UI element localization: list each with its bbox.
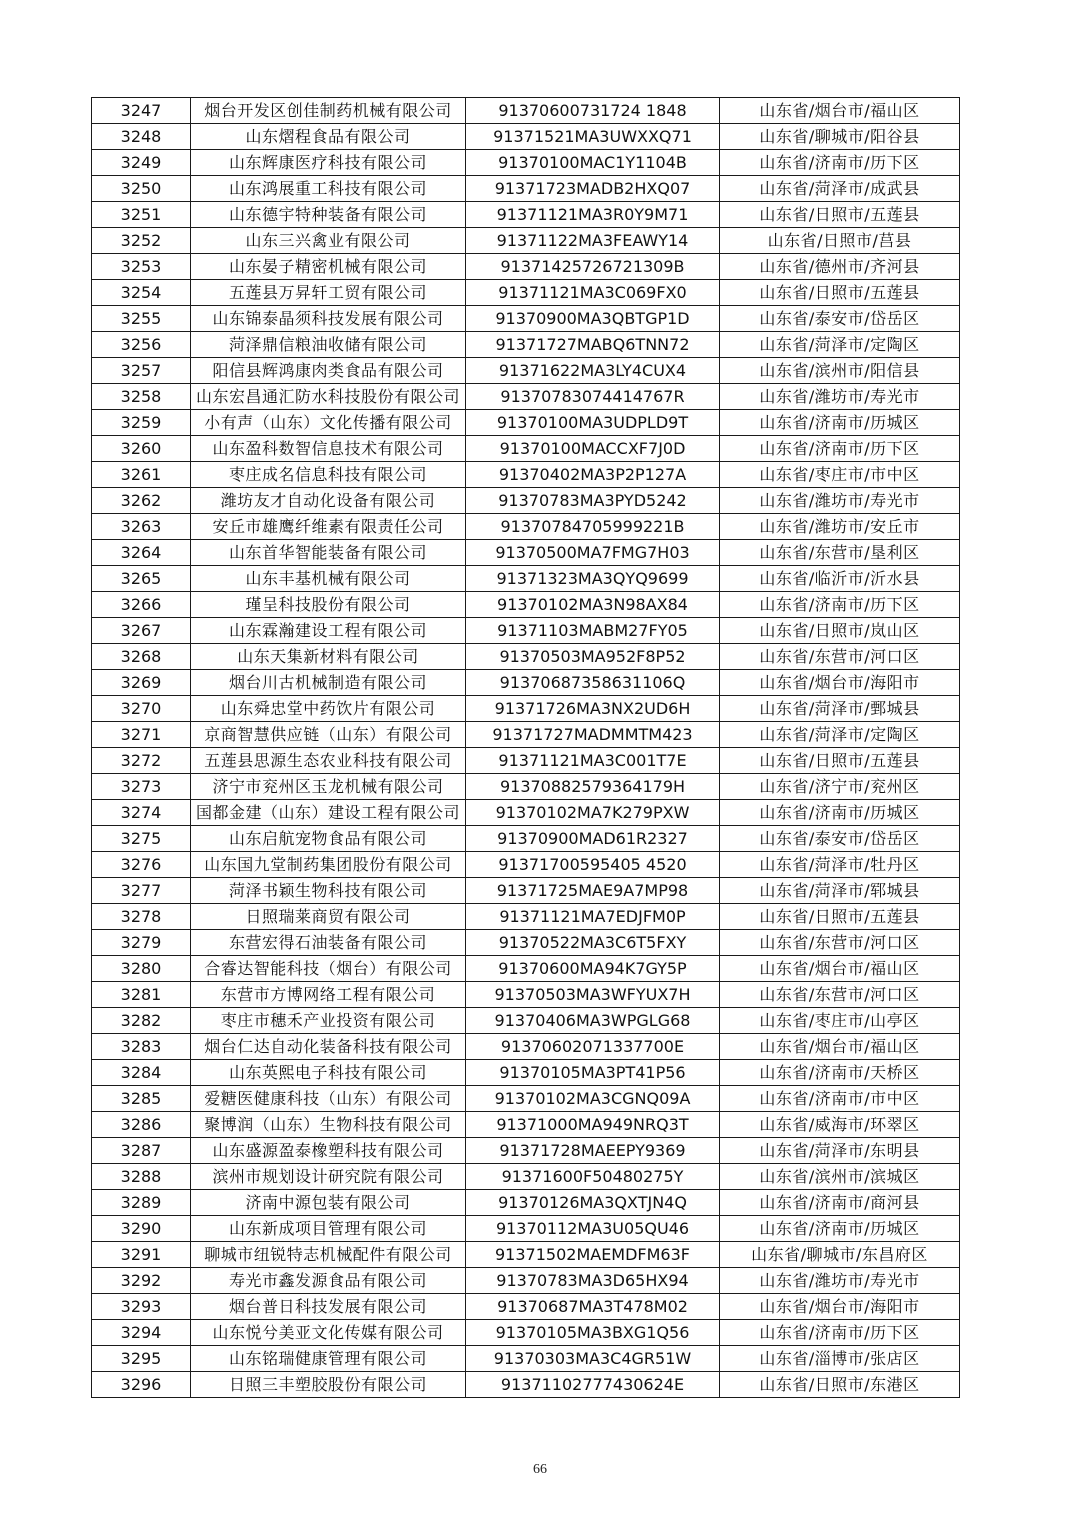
location-cell: 山东省/日照市/莒县 <box>720 228 960 254</box>
credit-code-cell: 91370784705999221B <box>466 514 720 540</box>
page-number: 66 <box>533 1462 547 1477</box>
company-name-cell: 烟台普日科技发展有限公司 <box>191 1294 466 1320</box>
row-number-cell: 3262 <box>92 488 191 514</box>
location-cell: 山东省/潍坊市/安丘市 <box>720 514 960 540</box>
location-cell: 山东省/泰安市/岱岳区 <box>720 306 960 332</box>
company-name-cell: 安丘市雄鹰纤维素有限责任公司 <box>191 514 466 540</box>
credit-code-cell: 91371102777430624E <box>466 1372 720 1398</box>
table-row <box>92 306 960 332</box>
credit-code-cell: 91371425726721309B <box>466 254 720 280</box>
table-row <box>92 800 960 826</box>
credit-code-cell: 91370100MAC1Y1104B <box>466 150 720 176</box>
company-name-cell: 山东英熙电子科技有限公司 <box>191 1060 466 1086</box>
row-number-cell: 3289 <box>92 1190 191 1216</box>
credit-code-cell: 91370303MA3C4GR51W <box>466 1346 720 1372</box>
table-row <box>92 696 960 722</box>
row-number-cell: 3282 <box>92 1008 191 1034</box>
location-cell: 山东省/滨州市/阳信县 <box>720 358 960 384</box>
company-name-cell: 山东三兴禽业有限公司 <box>191 228 466 254</box>
location-cell: 山东省/烟台市/福山区 <box>720 98 960 124</box>
credit-code-cell: 91371622MA3LY4CUX4 <box>466 358 720 384</box>
table-row <box>92 1190 960 1216</box>
company-name-cell: 山东新成项目管理有限公司 <box>191 1216 466 1242</box>
row-number-cell: 3284 <box>92 1060 191 1086</box>
company-name-cell: 山东熠程食品有限公司 <box>191 124 466 150</box>
company-name-cell: 烟台仁达自动化装备科技有限公司 <box>191 1034 466 1060</box>
company-name-cell: 合睿达智能科技（烟台）有限公司 <box>191 956 466 982</box>
location-cell: 山东省/东营市/河口区 <box>720 982 960 1008</box>
credit-code-cell: 91370102MA7K279PXW <box>466 800 720 826</box>
table-row <box>92 1086 960 1112</box>
row-number-cell: 3293 <box>92 1294 191 1320</box>
company-name-cell: 聚博润（山东）生物科技有限公司 <box>191 1112 466 1138</box>
row-number-cell: 3247 <box>92 98 191 124</box>
row-number-cell: 3269 <box>92 670 191 696</box>
location-cell: 山东省/济南市/历城区 <box>720 1216 960 1242</box>
table-row <box>92 566 960 592</box>
table-row <box>92 254 960 280</box>
credit-code-cell: 91370503MA952F8P52 <box>466 644 720 670</box>
location-cell: 山东省/枣庄市/市中区 <box>720 462 960 488</box>
row-number-cell: 3273 <box>92 774 191 800</box>
credit-code-cell: 91370600MA94K7GY5P <box>466 956 720 982</box>
credit-code-cell: 91371725MAE9A7MP98 <box>466 878 720 904</box>
company-name-cell: 山东天集新材料有限公司 <box>191 644 466 670</box>
credit-code-cell: 91370900MA3QBTGP1D <box>466 306 720 332</box>
credit-code-cell: 91370783074414767R <box>466 384 720 410</box>
table-row <box>92 98 960 124</box>
location-cell: 山东省/烟台市/海阳市 <box>720 670 960 696</box>
credit-code-cell: 91370522MA3C6T5FXY <box>466 930 720 956</box>
company-name-cell: 阳信县辉鸿康肉类食品有限公司 <box>191 358 466 384</box>
company-name-cell: 滨州市规划设计研究院有限公司 <box>191 1164 466 1190</box>
credit-code-cell: 91370406MA3WPGLG68 <box>466 1008 720 1034</box>
location-cell: 山东省/潍坊市/寿光市 <box>720 1268 960 1294</box>
row-number-cell: 3254 <box>92 280 191 306</box>
table-row <box>92 514 960 540</box>
company-name-cell: 枣庄成名信息科技有限公司 <box>191 462 466 488</box>
company-name-cell: 山东霖瀚建设工程有限公司 <box>191 618 466 644</box>
credit-code-cell: 91371727MABQ6TNN72 <box>466 332 720 358</box>
company-name-cell: 山东丰基机械有限公司 <box>191 566 466 592</box>
location-cell: 山东省/威海市/环翠区 <box>720 1112 960 1138</box>
location-cell: 山东省/菏泽市/定陶区 <box>720 722 960 748</box>
location-cell: 山东省/淄博市/张店区 <box>720 1346 960 1372</box>
location-cell: 山东省/济南市/历下区 <box>720 1320 960 1346</box>
company-name-cell: 瑾呈科技股份有限公司 <box>191 592 466 618</box>
row-number-cell: 3264 <box>92 540 191 566</box>
credit-code-cell: 91370105MA3PT41P56 <box>466 1060 720 1086</box>
company-name-cell: 东营市方博网络工程有限公司 <box>191 982 466 1008</box>
row-number-cell: 3252 <box>92 228 191 254</box>
row-number-cell: 3281 <box>92 982 191 1008</box>
location-cell: 山东省/日照市/五莲县 <box>720 904 960 930</box>
credit-code-cell: 91370503MA3WFYUX7H <box>466 982 720 1008</box>
table-body <box>92 98 960 1398</box>
table-row <box>92 462 960 488</box>
location-cell: 山东省/聊城市/阳谷县 <box>720 124 960 150</box>
company-name-cell: 爱糖医健康科技（山东）有限公司 <box>191 1086 466 1112</box>
credit-code-cell: 91370687358631106Q <box>466 670 720 696</box>
row-number-cell: 3249 <box>92 150 191 176</box>
row-number-cell: 3258 <box>92 384 191 410</box>
credit-code-cell: 91370102MA3N98AX84 <box>466 592 720 618</box>
credit-code-cell: 91370602071337700E <box>466 1034 720 1060</box>
company-name-cell: 五莲县思源生态农业科技有限公司 <box>191 748 466 774</box>
company-name-cell: 烟台川古机械制造有限公司 <box>191 670 466 696</box>
company-name-cell: 山东铭瑞健康管理有限公司 <box>191 1346 466 1372</box>
row-number-cell: 3263 <box>92 514 191 540</box>
credit-code-cell: 91370882579364179H <box>466 774 720 800</box>
table-row <box>92 644 960 670</box>
credit-code-cell: 91370783MA3D65HX94 <box>466 1268 720 1294</box>
credit-code-cell: 91371121MA3C001T7E <box>466 748 720 774</box>
row-number-cell: 3274 <box>92 800 191 826</box>
credit-code-cell: 91370402MA3P2P127A <box>466 462 720 488</box>
table-row <box>92 488 960 514</box>
company-name-cell: 五莲县万昇轩工贸有限公司 <box>191 280 466 306</box>
row-number-cell: 3277 <box>92 878 191 904</box>
table-row <box>92 124 960 150</box>
company-name-cell: 山东锦泰晶须科技发展有限公司 <box>191 306 466 332</box>
location-cell: 山东省/济南市/历下区 <box>720 436 960 462</box>
row-number-cell: 3275 <box>92 826 191 852</box>
credit-code-cell: 91371726MA3NX2UD6H <box>466 696 720 722</box>
row-number-cell: 3265 <box>92 566 191 592</box>
table-row <box>92 1216 960 1242</box>
table-row <box>92 982 960 1008</box>
credit-code-cell: 91370600731724 1848 <box>466 98 720 124</box>
location-cell: 山东省/烟台市/福山区 <box>720 1034 960 1060</box>
row-number-cell: 3283 <box>92 1034 191 1060</box>
table-row <box>92 280 960 306</box>
credit-code-cell: 91370100MACCXF7J0D <box>466 436 720 462</box>
location-cell: 山东省/潍坊市/寿光市 <box>720 384 960 410</box>
credit-code-cell: 91371727MADMMTM423 <box>466 722 720 748</box>
credit-code-cell: 91370126MA3QXTJN4Q <box>466 1190 720 1216</box>
location-cell: 山东省/济南市/历下区 <box>720 592 960 618</box>
company-name-cell: 潍坊友才自动化设备有限公司 <box>191 488 466 514</box>
location-cell: 山东省/菏泽市/成武县 <box>720 176 960 202</box>
row-number-cell: 3256 <box>92 332 191 358</box>
row-number-cell: 3272 <box>92 748 191 774</box>
location-cell: 山东省/临沂市/沂水县 <box>720 566 960 592</box>
credit-code-cell: 91370687MA3T478M02 <box>466 1294 720 1320</box>
company-name-cell: 山东舜忠堂中药饮片有限公司 <box>191 696 466 722</box>
location-cell: 山东省/东营市/河口区 <box>720 930 960 956</box>
credit-code-cell: 91370102MA3CGNQ09A <box>466 1086 720 1112</box>
location-cell: 山东省/菏泽市/牡丹区 <box>720 852 960 878</box>
company-name-cell: 国都金建（山东）建设工程有限公司 <box>191 800 466 826</box>
company-name-cell: 菏泽鼎信粮油收储有限公司 <box>191 332 466 358</box>
table-row <box>92 774 960 800</box>
row-number-cell: 3296 <box>92 1372 191 1398</box>
location-cell: 山东省/泰安市/岱岳区 <box>720 826 960 852</box>
company-name-cell: 山东德宇特种装备有限公司 <box>191 202 466 228</box>
row-number-cell: 3271 <box>92 722 191 748</box>
credit-code-cell: 91371121MA3C069FX0 <box>466 280 720 306</box>
table-row <box>92 878 960 904</box>
credit-code-cell: 91371728MAEEPY9369 <box>466 1138 720 1164</box>
row-number-cell: 3291 <box>92 1242 191 1268</box>
table-row <box>92 930 960 956</box>
location-cell: 山东省/潍坊市/寿光市 <box>720 488 960 514</box>
table-row <box>92 384 960 410</box>
location-cell: 山东省/日照市/五莲县 <box>720 280 960 306</box>
credit-code-cell: 91371723MADB2HXQ07 <box>466 176 720 202</box>
company-name-cell: 小有声（山东）文化传播有限公司 <box>191 410 466 436</box>
table-row <box>92 1346 960 1372</box>
credit-code-cell: 91371521MA3UWXXQ71 <box>466 124 720 150</box>
location-cell: 山东省/日照市/五莲县 <box>720 748 960 774</box>
credit-code-cell: 91370112MA3U05QU46 <box>466 1216 720 1242</box>
location-cell: 山东省/济南市/商河县 <box>720 1190 960 1216</box>
row-number-cell: 3276 <box>92 852 191 878</box>
location-cell: 山东省/济南市/历城区 <box>720 410 960 436</box>
company-name-cell: 山东悦兮美亚文化传媒有限公司 <box>191 1320 466 1346</box>
company-name-cell: 山东启航宠物食品有限公司 <box>191 826 466 852</box>
table-row <box>92 1268 960 1294</box>
row-number-cell: 3290 <box>92 1216 191 1242</box>
table-row <box>92 748 960 774</box>
company-name-cell: 东营宏得石油装备有限公司 <box>191 930 466 956</box>
credit-code-cell: 91370783MA3PYD5242 <box>466 488 720 514</box>
location-cell: 山东省/日照市/岚山区 <box>720 618 960 644</box>
credit-code-cell: 91371121MA7EDJFM0P <box>466 904 720 930</box>
table-row <box>92 904 960 930</box>
location-cell: 山东省/日照市/东港区 <box>720 1372 960 1398</box>
company-name-cell: 山东宏昌通汇防水科技股份有限公司 <box>191 384 466 410</box>
table-row <box>92 1138 960 1164</box>
credit-code-cell: 91371700595405 4520 <box>466 852 720 878</box>
row-number-cell: 3279 <box>92 930 191 956</box>
table-row <box>92 436 960 462</box>
table-row <box>92 1294 960 1320</box>
location-cell: 山东省/烟台市/福山区 <box>720 956 960 982</box>
location-cell: 山东省/枣庄市/山亭区 <box>720 1008 960 1034</box>
table-row <box>92 592 960 618</box>
company-name-cell: 济南中源包装有限公司 <box>191 1190 466 1216</box>
company-name-cell: 济宁市兖州区玉龙机械有限公司 <box>191 774 466 800</box>
location-cell: 山东省/日照市/五莲县 <box>720 202 960 228</box>
table-row <box>92 1372 960 1398</box>
company-name-cell: 聊城市纽锐特志机械配件有限公司 <box>191 1242 466 1268</box>
row-number-cell: 3288 <box>92 1164 191 1190</box>
credit-code-cell: 91371121MA3R0Y9M71 <box>466 202 720 228</box>
table-row <box>92 1008 960 1034</box>
table-row <box>92 332 960 358</box>
row-number-cell: 3278 <box>92 904 191 930</box>
row-number-cell: 3255 <box>92 306 191 332</box>
table-row <box>92 956 960 982</box>
credit-code-cell: 91371000MA949NRQ3T <box>466 1112 720 1138</box>
credit-code-cell: 91370900MAD61R2327 <box>466 826 720 852</box>
location-cell: 山东省/滨州市/滨城区 <box>720 1164 960 1190</box>
table-row <box>92 1112 960 1138</box>
credit-code-cell: 91371502MAEMDFM63F <box>466 1242 720 1268</box>
row-number-cell: 3260 <box>92 436 191 462</box>
table-row <box>92 202 960 228</box>
location-cell: 山东省/菏泽市/郓城县 <box>720 878 960 904</box>
table-row <box>92 826 960 852</box>
company-name-cell: 山东国九堂制药集团股份有限公司 <box>191 852 466 878</box>
row-number-cell: 3287 <box>92 1138 191 1164</box>
row-number-cell: 3259 <box>92 410 191 436</box>
row-number-cell: 3267 <box>92 618 191 644</box>
company-name-cell: 菏泽书颖生物科技有限公司 <box>191 878 466 904</box>
location-cell: 山东省/济南市/历下区 <box>720 150 960 176</box>
row-number-cell: 3286 <box>92 1112 191 1138</box>
row-number-cell: 3250 <box>92 176 191 202</box>
company-name-cell: 山东晏子精密机械有限公司 <box>191 254 466 280</box>
credit-code-cell: 91370500MA7FMG7H03 <box>466 540 720 566</box>
credit-code-cell: 91371103MABM27FY05 <box>466 618 720 644</box>
row-number-cell: 3292 <box>92 1268 191 1294</box>
row-number-cell: 3270 <box>92 696 191 722</box>
company-name-cell: 日照瑞莱商贸有限公司 <box>191 904 466 930</box>
location-cell: 山东省/东营市/垦利区 <box>720 540 960 566</box>
credit-code-cell: 91371600F50480275Y <box>466 1164 720 1190</box>
table-row <box>92 670 960 696</box>
location-cell: 山东省/济南市/市中区 <box>720 1086 960 1112</box>
row-number-cell: 3295 <box>92 1346 191 1372</box>
table-row <box>92 358 960 384</box>
company-name-cell: 山东盛源盈泰橡塑科技有限公司 <box>191 1138 466 1164</box>
row-number-cell: 3280 <box>92 956 191 982</box>
location-cell: 山东省/菏泽市/定陶区 <box>720 332 960 358</box>
table-row <box>92 176 960 202</box>
location-cell: 山东省/菏泽市/鄄城县 <box>720 696 960 722</box>
location-cell: 山东省/聊城市/东昌府区 <box>720 1242 960 1268</box>
credit-code-cell: 91371323MA3QYQ9699 <box>466 566 720 592</box>
table-row <box>92 540 960 566</box>
location-cell: 山东省/烟台市/海阳市 <box>720 1294 960 1320</box>
table-row <box>92 1060 960 1086</box>
company-name-cell: 山东盈科数智信息技术有限公司 <box>191 436 466 462</box>
table-row <box>92 228 960 254</box>
table-row <box>92 1034 960 1060</box>
row-number-cell: 3251 <box>92 202 191 228</box>
location-cell: 山东省/济宁市/兖州区 <box>720 774 960 800</box>
row-number-cell: 3268 <box>92 644 191 670</box>
credit-code-cell: 91370100MA3UDPLD9T <box>466 410 720 436</box>
table-row <box>92 1320 960 1346</box>
company-name-cell: 寿光市鑫发源食品有限公司 <box>191 1268 466 1294</box>
location-cell: 山东省/济南市/天桥区 <box>720 1060 960 1086</box>
table-row <box>92 1164 960 1190</box>
table-row <box>92 410 960 436</box>
row-number-cell: 3253 <box>92 254 191 280</box>
table-row <box>92 618 960 644</box>
table-row <box>92 1242 960 1268</box>
credit-code-cell: 91371122MA3FEAWY14 <box>466 228 720 254</box>
table-row <box>92 150 960 176</box>
company-name-cell: 日照三丰塑胶股份有限公司 <box>191 1372 466 1398</box>
location-cell: 山东省/菏泽市/东明县 <box>720 1138 960 1164</box>
company-registry-table <box>91 97 960 1398</box>
row-number-cell: 3261 <box>92 462 191 488</box>
row-number-cell: 3285 <box>92 1086 191 1112</box>
company-name-cell: 京商智慧供应链（山东）有限公司 <box>191 722 466 748</box>
company-name-cell: 山东鸿展重工科技有限公司 <box>191 176 466 202</box>
location-cell: 山东省/德州市/齐河县 <box>720 254 960 280</box>
company-name-cell: 山东首华智能装备有限公司 <box>191 540 466 566</box>
location-cell: 山东省/东营市/河口区 <box>720 644 960 670</box>
credit-code-cell: 91370105MA3BXG1Q56 <box>466 1320 720 1346</box>
company-name-cell: 烟台开发区创佳制药机械有限公司 <box>191 98 466 124</box>
table-row <box>92 722 960 748</box>
row-number-cell: 3257 <box>92 358 191 384</box>
row-number-cell: 3248 <box>92 124 191 150</box>
company-name-cell: 山东辉康医疗科技有限公司 <box>191 150 466 176</box>
company-name-cell: 枣庄市穗禾产业投资有限公司 <box>191 1008 466 1034</box>
row-number-cell: 3266 <box>92 592 191 618</box>
table-row <box>92 852 960 878</box>
row-number-cell: 3294 <box>92 1320 191 1346</box>
location-cell: 山东省/济南市/历城区 <box>720 800 960 826</box>
